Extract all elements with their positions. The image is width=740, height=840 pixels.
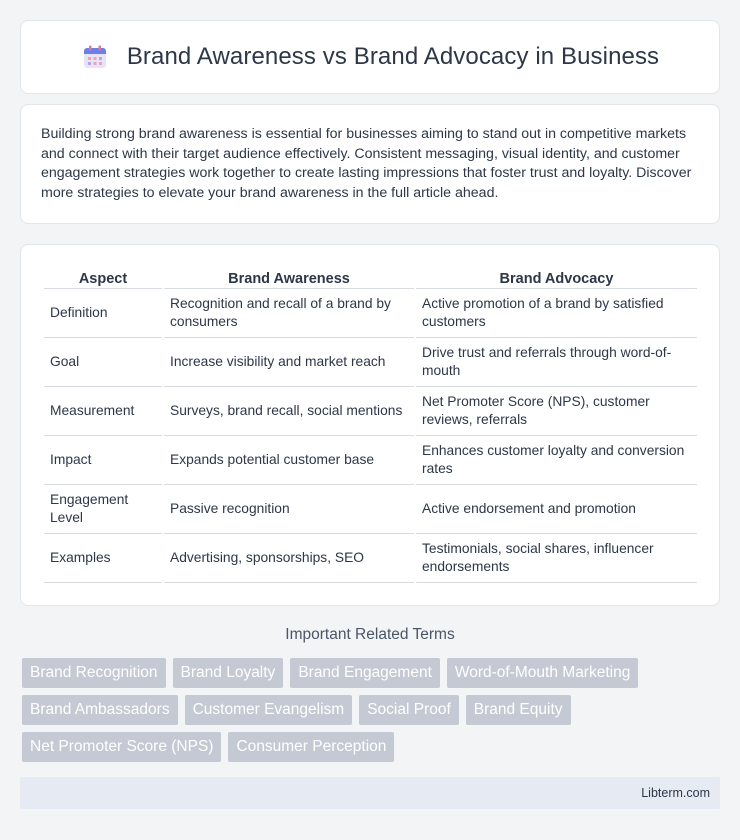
related-terms-tags — [22, 658, 722, 762]
row-awareness: Recognition and recall of a brand by consumers — [164, 289, 414, 338]
row-awareness: Surveys, brand recall, social mentions — [164, 387, 414, 436]
tag-brand-equity[interactable]: Brand Equity — [466, 695, 571, 725]
row-aspect: Measurement — [44, 387, 162, 436]
intro-text: Building strong brand awareness is essential for businesses aiming to stand out in competitive markets and connect with their target audience effectively. Consistent messaging, visual identity, and customer engagement strategies work together to create lasting impressions that foster trust and loyalty. Discover more strategies to elevate your brand awareness in the full article ahead. — [41, 126, 692, 201]
row-aspect: Examples — [44, 534, 162, 583]
table-header-row — [44, 265, 697, 289]
tag-brand-engagement[interactable]: Brand Engagement — [290, 658, 440, 688]
row-advocacy: Drive trust and referrals through word-of-mouth — [416, 338, 697, 387]
row-advocacy: Testimonials, social shares, influencer endorsements — [416, 534, 697, 583]
row-advocacy: Active endorsement and promotion — [416, 485, 697, 534]
header-aspect: Aspect — [44, 265, 162, 289]
tag-word-of-mouth-marketing[interactable]: Word-of-Mouth Marketing — [447, 658, 638, 688]
page-title: Brand Awareness vs Brand Advocacy in Business — [126, 43, 660, 70]
intro-card — [20, 104, 720, 224]
title-wrap — [81, 43, 659, 71]
comparison-table-card — [20, 244, 720, 606]
table-row — [44, 289, 697, 338]
tag-brand-recognition[interactable]: Brand Recognition — [22, 658, 166, 688]
table-row — [44, 436, 697, 485]
header-brand-advocacy: Brand Advocacy — [416, 265, 697, 289]
row-awareness: Advertising, sponsorships, SEO — [164, 534, 414, 583]
table-row — [44, 338, 697, 387]
row-aspect: Goal — [44, 338, 162, 387]
row-advocacy: Net Promoter Score (NPS), customer reviews, referrals — [416, 387, 697, 436]
tag-brand-loyalty[interactable]: Brand Loyalty — [173, 658, 284, 688]
row-awareness: Increase visibility and market reach — [164, 338, 414, 387]
table-row — [44, 534, 697, 583]
row-awareness: Passive recognition — [164, 485, 414, 534]
row-advocacy: Active promotion of a brand by satisfied customers — [416, 289, 697, 338]
row-aspect: Engagement Level — [44, 485, 162, 534]
row-advocacy: Enhances customer loyalty and conversion rates — [416, 436, 697, 485]
header-brand-awareness: Brand Awareness — [164, 265, 414, 289]
tag-net-promoter-score[interactable]: Net Promoter Score (NPS) — [22, 732, 221, 762]
related-terms-title: Important Related Terms — [285, 626, 455, 643]
footer-site-link[interactable]: Libterm.com — [641, 786, 710, 800]
comparison-table — [42, 265, 699, 583]
header-card — [20, 20, 720, 94]
tag-consumer-perception[interactable]: Consumer Perception — [228, 732, 394, 762]
row-aspect: Impact — [44, 436, 162, 485]
calendar-icon — [81, 43, 109, 71]
tag-brand-ambassadors[interactable]: Brand Ambassadors — [22, 695, 178, 725]
footer — [20, 777, 720, 809]
table-row — [44, 485, 697, 534]
table-row — [44, 387, 697, 436]
tag-social-proof[interactable]: Social Proof — [359, 695, 459, 725]
row-awareness: Expands potential customer base — [164, 436, 414, 485]
tag-customer-evangelism[interactable]: Customer Evangelism — [185, 695, 353, 725]
row-aspect: Definition — [44, 289, 162, 338]
